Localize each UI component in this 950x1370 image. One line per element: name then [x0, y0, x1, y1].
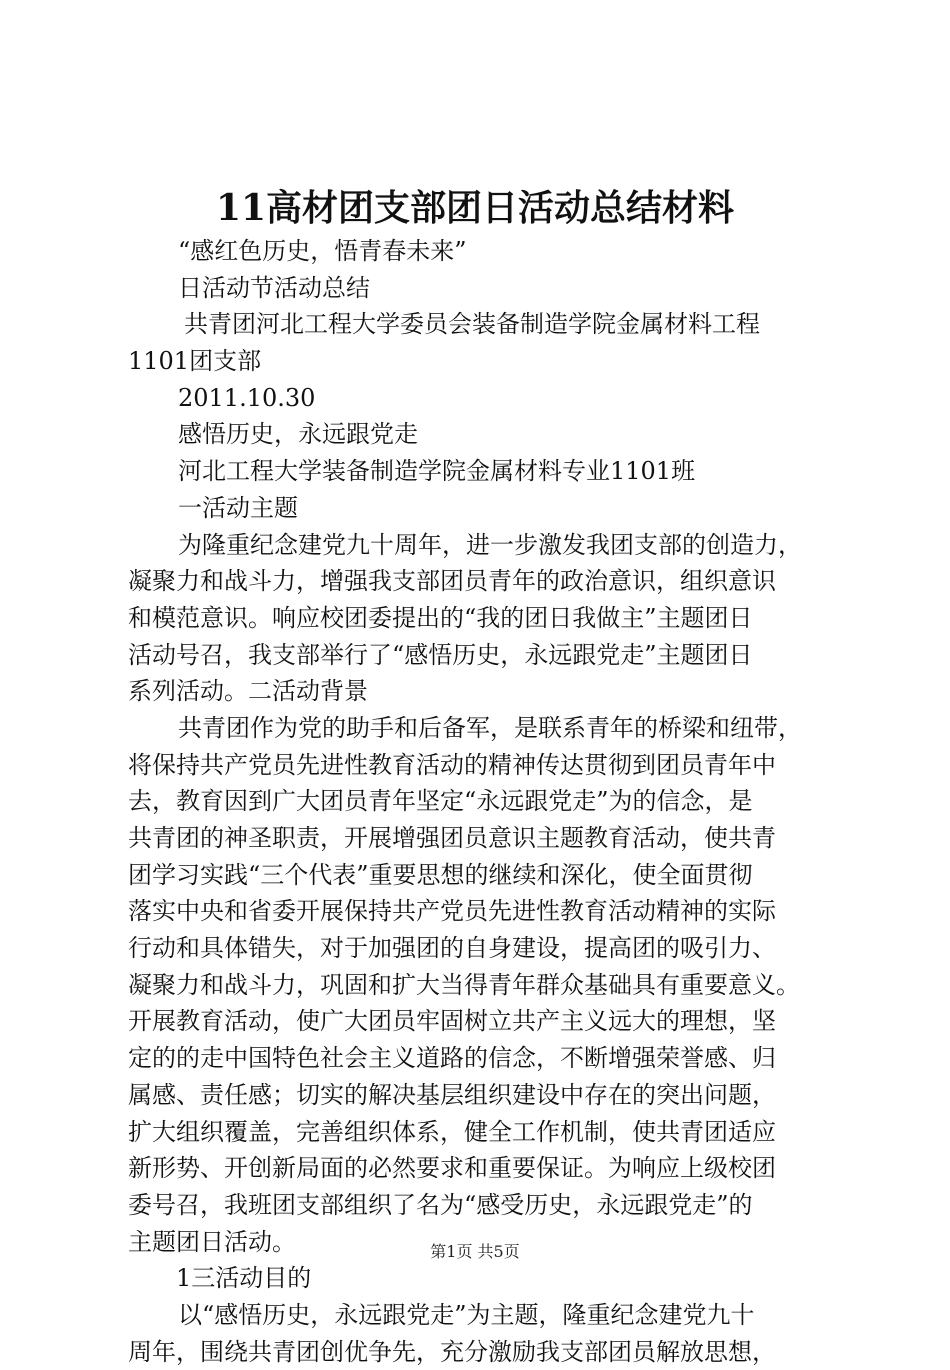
text-line: 为隆重纪念建党九十周年，进一步激发我团支部的创造力，	[178, 530, 802, 559]
document-body	[128, 233, 840, 1370]
text-line: 新形势、开创新局面的必然要求和重要保证。为响应上级校团	[128, 1154, 776, 1183]
text-line: 扩大组织覆盖，完善组织体系，健全工作机制，使共青团适应	[128, 1117, 776, 1146]
section-heading: 一活动主题	[178, 493, 298, 522]
text-line: 去，教育因到广大团员青年坚定“永远跟党走”为的信念，是	[128, 787, 753, 816]
text-line: 1101团支部	[128, 347, 262, 376]
text-line: “感红色历史，悟青春未来”	[178, 237, 467, 265]
text-line: 以“感悟历史，永远跟党走”为主题，隆重纪念建党九十	[178, 1300, 755, 1329]
page-footer: 第1页 共5页	[430, 1242, 520, 1261]
text-line: 将保持共产党员先进性教育活动的精神传达贯彻到团员青年中	[128, 750, 776, 779]
text-line: 属感、责任感；切实的解决基层组织建设中存在的突出问题，	[128, 1080, 776, 1109]
section-heading: 1三活动目的	[176, 1264, 312, 1293]
text-line: 河北工程大学装备制造学院金属材料专业1101班	[178, 457, 696, 486]
text-line: 和模范意识。响应校团委提出的“我的团日我做主”主题团日	[128, 603, 753, 632]
text-line: 系列活动。二活动背景	[128, 677, 368, 706]
text-line: 共青团河北工程大学委员会装备制造学院金属材料工程	[184, 310, 760, 339]
document-title: 11高材团支部团日活动总结材料	[215, 187, 735, 229]
text-line: 委号召，我班团支部组织了名为“感受历史，永远跟党走”的	[128, 1190, 753, 1219]
text-line: 开展教育活动，使广大团员牢固树立共产主义远大的理想，坚	[128, 1007, 776, 1036]
text-line: 活动号召，我支部举行了“感悟历史，永远跟党走”主题团日	[128, 640, 753, 669]
text-line: 团学习实践“三个代表”重要思想的继续和深化，使全面贯彻	[128, 860, 753, 889]
text-line: 行动和具体错失，对于加强团的自身建设，提高团的吸引力、	[128, 934, 776, 963]
text-line: 定的的走中国特色社会主义道路的信念，不断增强荣誉感、归	[128, 1044, 776, 1073]
text-line: 周年，围绕共青团创优争先，充分激励我支部团员解放思想，	[128, 1337, 776, 1366]
text-line: 共青团作为党的助手和后备军，是联系青年的桥梁和纽带，	[178, 713, 802, 742]
text-line: 2011.10.30	[178, 383, 316, 412]
text-line: 共青团的神圣职责，开展增强团员意识主题教育活动，使共青	[128, 824, 776, 852]
text-line: 落实中央和省委开展保持共产党员先进性教育活动精神的实际	[128, 897, 776, 926]
text-line: 凝聚力和战斗力，增强我支部团员青年的政治意识，组织意识	[128, 567, 776, 596]
text-line: 主题团日活动。	[128, 1227, 296, 1256]
text-line: 感悟历史，永远跟党走	[178, 420, 418, 449]
text-line: 凝聚力和战斗力，巩固和扩大当得青年群众基础具有重要意义。	[128, 970, 800, 999]
text-line: 日活动节活动总结	[178, 273, 370, 302]
